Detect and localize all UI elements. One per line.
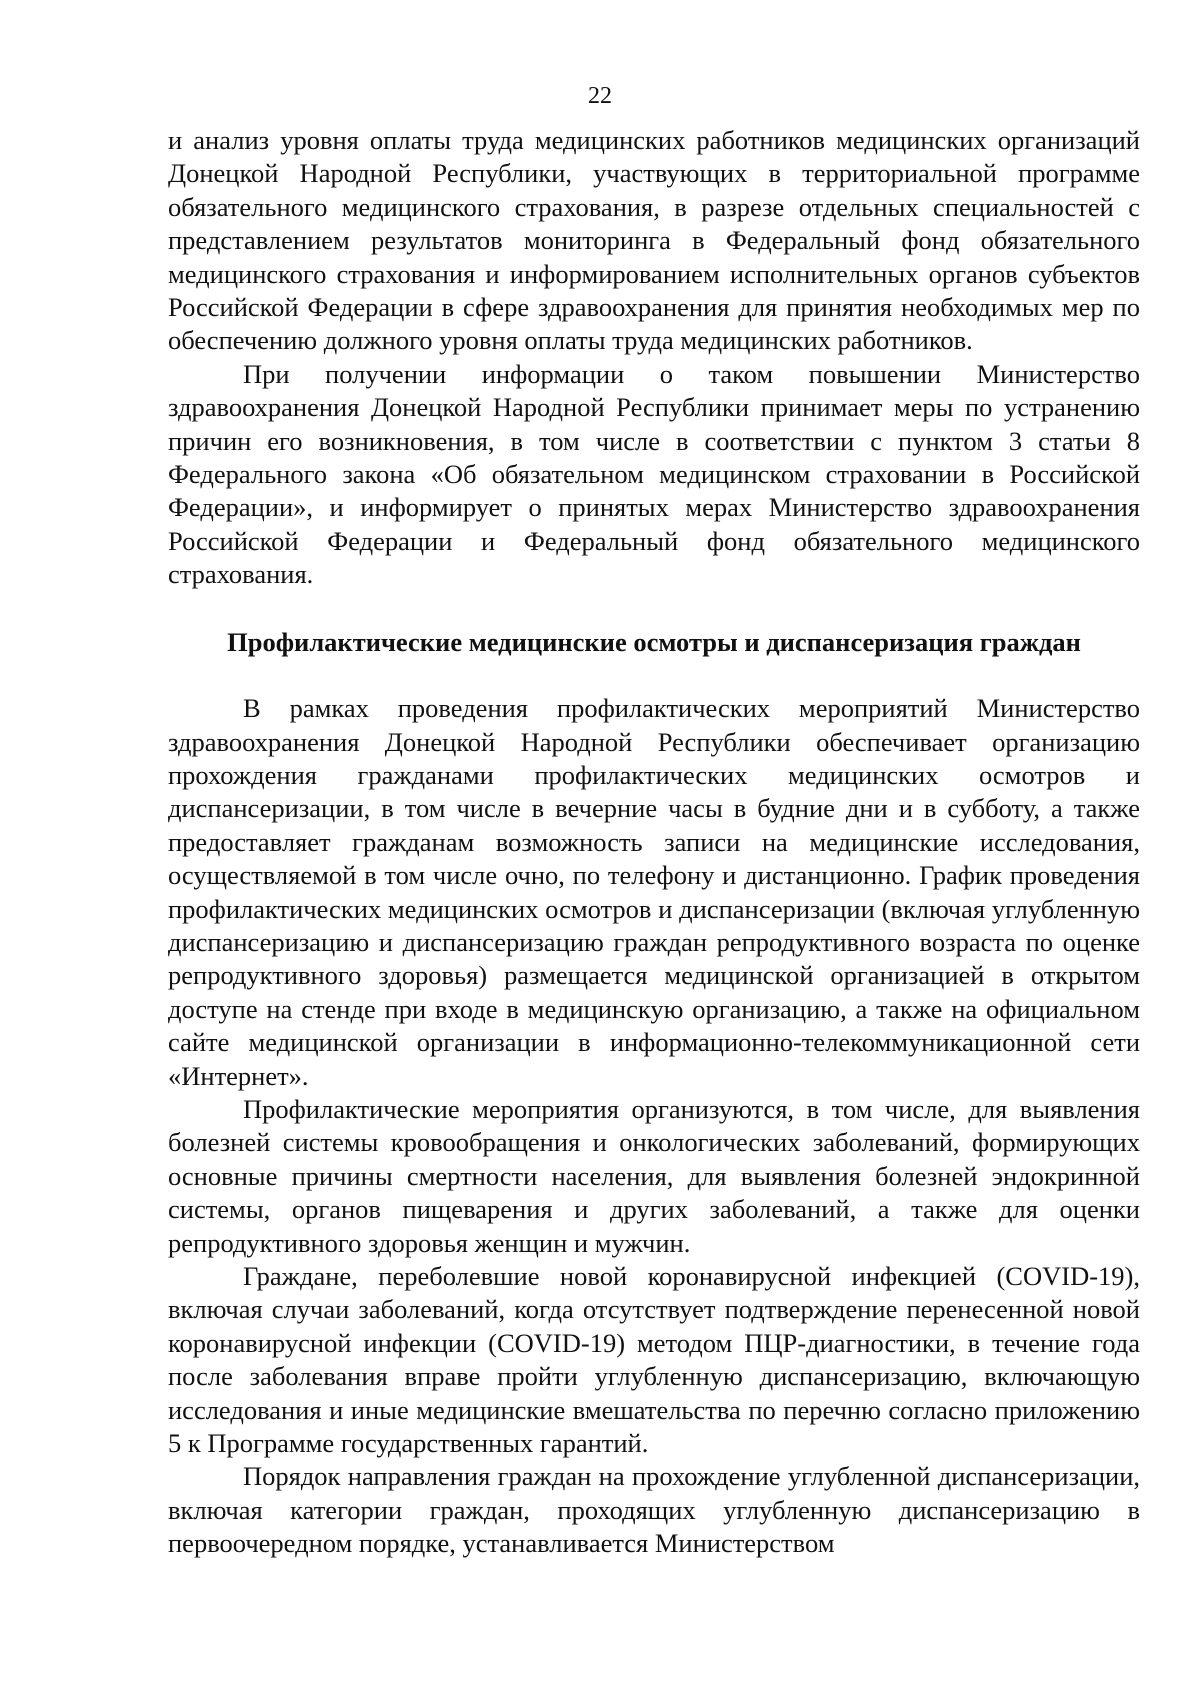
paragraph: При получении информации о таком повышении Министерство здравоохранения Донецкой Народной Республики принимает меры по устранению причин его возникновения, в том числе в соответствии с пунктом 3 статьи 8 Федерального закона «Об обязательном медицинском страховании в Российской Федерации», и информирует о принятых мерах Министерство здравоохранения Российской Федерации и Федеральный фонд обязательного медицинского страхования. [168, 358, 1140, 590]
page-number: 22 [588, 83, 612, 109]
paragraph: В рамках проведения профилактических мероприятий Министерство здравоохранения Донецкой Народной Республики обеспечивает организацию прохождения гражданами профилактических медицинских осмотров и диспансеризации, в том числе в вечерние часы в будние дни и в субботу, а также предоставляет гражданам возможность записи на медицинские исследования, осуществляемой в том числе очно, по телефону и дистанционно. График проведения профилактических медицинских осмотров и диспансеризации (включая углубленную диспансеризацию и диспансеризацию граждан репродуктивного возраста по оценке репродуктивного здоровья) размещается медицинской организацией в открытом доступе на стенде при входе в медицинскую организацию, а также на официальном сайте медицинской организации в информационно-телекоммуникационной сети «Интернет». [168, 693, 1140, 1091]
paragraph: Граждане, переболевшие новой коронавирусной инфекцией (COVID-19), включая случаи заболеваний, когда отсутствует подтверждение перенесенной новой коронавирусной инфекции (COVID-19) методом ПЦР-диагностики, в течение года после заболевания вправе пройти углубленную диспансеризацию, включающую исследования и иные медицинские вмешательства по перечню согласно приложению 5 к Программе государственных гарантий. [168, 1261, 1140, 1459]
document-body [168, 124, 1140, 1561]
paragraph-continuation: и анализ уровня оплаты труда медицинских работников медицинских организаций Донецкой Народной Республики, участвующих в территориальной программе обязательного медицинского страхования, в разрезе отдельных специальностей с представлением результатов мониторинга в Федеральный фонд обязательного медицинского страхования и информированием исполнительных органов субъектов Российской Федерации в сфере здравоохранения для принятия необходимых мер по обеспечению должного уровня оплаты труда медицинских работников. [168, 125, 1140, 356]
section-heading: Профилактические медицинские осмотры и диспансеризация граждан [227, 626, 1081, 657]
paragraph-truncated: Порядок направления граждан на прохождение углубленной диспансеризации, включая категории граждан, проходящих углубленную диспансеризацию в первоочередном порядке, устанавливается Министерством [168, 1461, 1140, 1559]
paragraph: Профилактические мероприятия организуются, в том числе, для выявления болезней системы кровообращения и онкологических заболеваний, формирующих основные причины смертности населения, для выявления болезней эндокринной системы, органов пищеварения и других заболеваний, а также для оценки репродуктивного здоровья женщин и мужчин. [168, 1093, 1140, 1258]
